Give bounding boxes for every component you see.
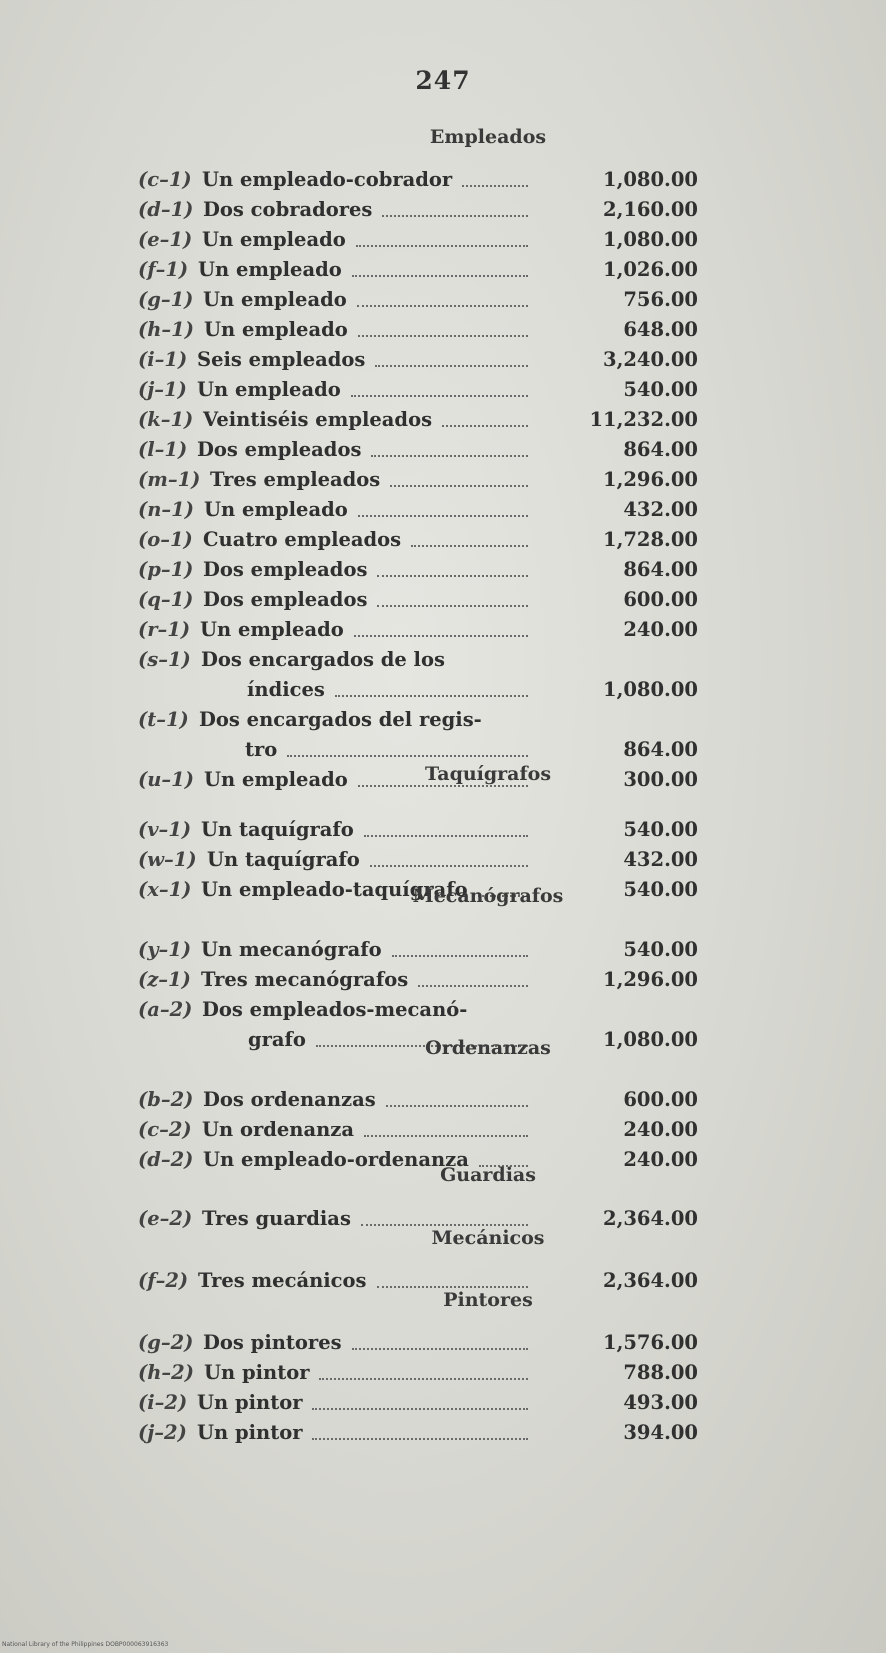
section-heading: Ordenanzas (425, 1037, 551, 1059)
item-description: Un empleado (197, 378, 341, 401)
item-description: Tres empleados (210, 468, 381, 491)
item-code: (a–2) (138, 998, 193, 1021)
dot-leader (411, 545, 528, 547)
dot-leader (312, 1408, 528, 1410)
item-description: Veintiséis empleados (203, 408, 433, 431)
item-description: Un taquígrafo (207, 848, 360, 871)
item-description: Un taquígrafo (201, 818, 354, 841)
item-description: Un empleado-ordenanza (203, 1148, 469, 1171)
section-heading: Guardias (440, 1164, 536, 1186)
dot-leader (462, 185, 528, 187)
item-code: (w–1) (138, 848, 197, 871)
item-description: Un mecanógrafo (201, 938, 382, 961)
archive-footer: National Library of the Philippines DOBP000063916363 (2, 1641, 169, 1648)
section-heading: Empleados (429, 126, 547, 148)
section-heading: Pintores (443, 1289, 533, 1311)
item-code: (l–1) (138, 438, 188, 461)
item-amount: 432.00 (623, 848, 698, 871)
item-amount: 2,364.00 (603, 1207, 698, 1230)
item-amount: 240.00 (623, 1118, 698, 1141)
budget-line-item (138, 348, 698, 376)
budget-line-item (138, 168, 698, 196)
item-description-continued: índices (247, 678, 325, 701)
budget-line-item (138, 498, 698, 526)
budget-line-item (138, 708, 698, 766)
item-description: Dos ordenanzas (203, 1088, 376, 1111)
item-code: (e–2) (138, 1207, 193, 1230)
item-code: (m–1) (138, 468, 201, 491)
budget-line-item (138, 288, 698, 316)
item-code: (q–1) (138, 588, 194, 611)
item-description: Un empleado (202, 228, 346, 251)
dot-leader (335, 695, 528, 697)
dot-leader (386, 1105, 528, 1107)
budget-line-item (138, 408, 698, 436)
budget-line-item (138, 818, 698, 846)
item-description: Tres guardias (202, 1207, 351, 1230)
item-description: Un empleado (204, 498, 348, 521)
item-code: (g–2) (138, 1331, 194, 1354)
item-amount: 864.00 (623, 738, 698, 761)
page-number: 247 (415, 66, 471, 95)
dot-leader (319, 1378, 528, 1380)
budget-line-item (138, 1361, 698, 1389)
item-amount: 11,232.00 (589, 408, 698, 431)
budget-line-item (138, 1421, 698, 1449)
item-amount: 788.00 (623, 1361, 698, 1384)
item-code: (p–1) (138, 558, 194, 581)
item-amount: 756.00 (623, 288, 698, 311)
budget-line-item (138, 468, 698, 496)
budget-line-item (138, 228, 698, 256)
item-description: Tres mecánicos (198, 1269, 367, 1292)
item-description: Cuatro empleados (203, 528, 402, 551)
dot-leader (312, 1438, 528, 1440)
item-code: (t–1) (138, 708, 189, 731)
item-code: (n–1) (138, 498, 194, 521)
item-amount: 600.00 (623, 588, 698, 611)
dot-leader (390, 485, 528, 487)
dot-leader (418, 985, 528, 987)
dot-leader (442, 425, 528, 427)
item-code: (i–1) (138, 348, 188, 371)
item-amount: 1,728.00 (603, 528, 698, 551)
item-amount: 1,080.00 (603, 1028, 698, 1051)
dot-leader (358, 335, 528, 337)
item-description: Un empleado (204, 318, 348, 341)
item-code: (j–1) (138, 378, 187, 401)
dot-leader (377, 605, 528, 607)
item-amount: 3,240.00 (603, 348, 698, 371)
item-code: (h–2) (138, 1361, 194, 1384)
budget-line-item (138, 1088, 698, 1116)
item-description: Un empleado (200, 618, 344, 641)
dot-leader (364, 1135, 528, 1137)
item-description-continued: tro (245, 738, 278, 761)
item-description: Dos pintores (203, 1331, 342, 1354)
item-code: (j–2) (138, 1421, 187, 1444)
item-amount: 864.00 (623, 558, 698, 581)
item-amount: 648.00 (623, 318, 698, 341)
item-code: (e–1) (138, 228, 193, 251)
item-amount: 300.00 (623, 768, 698, 791)
item-code: (z–1) (138, 968, 191, 991)
dot-leader (364, 835, 528, 837)
item-amount: 2,160.00 (603, 198, 698, 221)
item-amount: 1,296.00 (603, 968, 698, 991)
item-description-continued: grafo (248, 1028, 306, 1051)
item-description: Un pintor (197, 1391, 303, 1414)
dot-leader (351, 395, 528, 397)
item-description: Un empleado (198, 258, 342, 281)
budget-line-item (138, 378, 698, 406)
dot-leader (392, 955, 528, 957)
item-description: Dos empleados-mecanó- (202, 998, 468, 1021)
item-amount: 1,576.00 (603, 1331, 698, 1354)
budget-line-item (138, 558, 698, 586)
item-description: Dos encargados del regis- (199, 708, 482, 731)
item-amount: 540.00 (623, 378, 698, 401)
dot-leader (375, 365, 528, 367)
item-description: Dos encargados de los (201, 648, 445, 671)
budget-line-item (138, 588, 698, 616)
item-amount: 432.00 (623, 498, 698, 521)
section-heading: Mecanógrafos (412, 885, 564, 907)
dot-leader (358, 785, 528, 787)
item-description: Un empleado-cobrador (202, 168, 453, 191)
dot-leader (382, 215, 528, 217)
dot-leader (354, 635, 528, 637)
item-code: (i–2) (138, 1391, 188, 1414)
budget-line-item (138, 1118, 698, 1146)
item-code: (h–1) (138, 318, 194, 341)
dot-leader (370, 865, 528, 867)
budget-line-item (138, 848, 698, 876)
item-amount: 2,364.00 (603, 1269, 698, 1292)
item-code: (v–1) (138, 818, 192, 841)
item-code: (g–1) (138, 288, 194, 311)
item-amount: 240.00 (623, 618, 698, 641)
item-amount: 540.00 (623, 818, 698, 841)
item-amount: 600.00 (623, 1088, 698, 1111)
item-description: Dos empleados (203, 588, 368, 611)
item-description: Dos cobradores (203, 198, 373, 221)
dot-leader (287, 755, 528, 757)
dot-leader (357, 305, 528, 307)
dot-leader (358, 515, 528, 517)
budget-line-item (138, 528, 698, 556)
item-code: (y–1) (138, 938, 192, 961)
item-description: Un pintor (204, 1361, 310, 1384)
budget-line-item (138, 968, 698, 996)
item-code: (r–1) (138, 618, 191, 641)
item-code: (u–1) (138, 768, 194, 791)
dot-leader (377, 575, 528, 577)
dot-leader (352, 275, 528, 277)
dot-leader (356, 245, 528, 247)
budget-line-item (138, 258, 698, 286)
item-description: Un empleado (203, 288, 347, 311)
item-description: Un ordenanza (202, 1118, 354, 1141)
item-amount: 493.00 (623, 1391, 698, 1414)
budget-line-item (138, 618, 698, 646)
budget-line-item (138, 1331, 698, 1359)
item-code: (f–1) (138, 258, 189, 281)
dot-leader (377, 1286, 528, 1288)
item-amount: 1,026.00 (603, 258, 698, 281)
item-code: (d–2) (138, 1148, 194, 1171)
item-code: (c–2) (138, 1118, 192, 1141)
item-description: Seis empleados (197, 348, 366, 371)
budget-line-item (138, 648, 698, 706)
item-code: (s–1) (138, 648, 191, 671)
section-heading: Taquígrafos (424, 763, 552, 785)
item-amount: 1,080.00 (603, 678, 698, 701)
item-amount: 1,296.00 (603, 468, 698, 491)
item-amount: 240.00 (623, 1148, 698, 1171)
item-description: Un empleado (204, 768, 348, 791)
dot-leader (361, 1224, 528, 1226)
item-description: Un empleado-taquígrafo (201, 878, 468, 901)
item-amount: 1,080.00 (603, 228, 698, 251)
dot-leader (352, 1348, 528, 1350)
item-code: (d–1) (138, 198, 194, 221)
item-code: (x–1) (138, 878, 192, 901)
item-code: (k–1) (138, 408, 194, 431)
item-description: Dos empleados (203, 558, 368, 581)
item-code: (c–1) (138, 168, 192, 191)
item-amount: 864.00 (623, 438, 698, 461)
item-description: Un pintor (197, 1421, 303, 1444)
item-description: Tres mecanógrafos (201, 968, 409, 991)
item-amount: 1,080.00 (603, 168, 698, 191)
item-code: (b–2) (138, 1088, 194, 1111)
item-amount: 394.00 (623, 1421, 698, 1444)
dot-leader (371, 455, 528, 457)
item-amount: 540.00 (623, 878, 698, 901)
item-code: (f–2) (138, 1269, 189, 1292)
item-description: Dos empleados (197, 438, 362, 461)
budget-line-item (138, 438, 698, 466)
budget-line-item (138, 318, 698, 346)
item-code: (o–1) (138, 528, 193, 551)
budget-line-item (138, 1391, 698, 1419)
budget-line-item (138, 938, 698, 966)
budget-line-item (138, 198, 698, 226)
section-heading: Mecánicos (431, 1227, 545, 1249)
item-amount: 540.00 (623, 938, 698, 961)
